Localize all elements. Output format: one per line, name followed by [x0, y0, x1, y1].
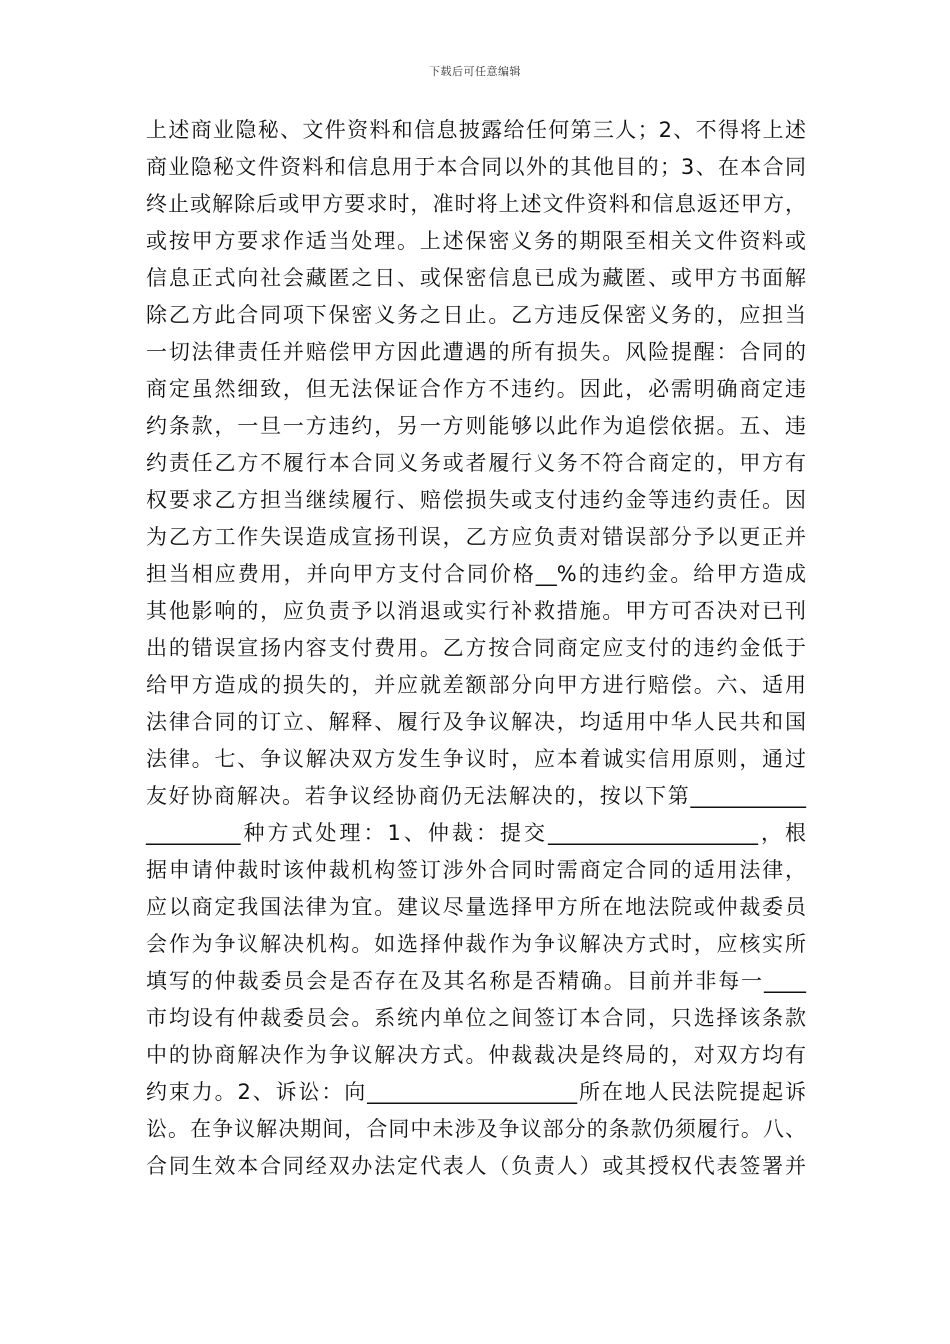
text-line: 应以商定我国法律为宜。建议尽量选择甲方所在地法院或仲裁委员	[146, 895, 806, 919]
text-line: 商定虽然细致，但无法保证合作方不违约。因此，必需明确商定违	[146, 377, 806, 401]
text-line: _________种方式处理：1、仲裁：提交____________________，根	[146, 821, 806, 845]
text-line: 出的错误宣扬内容支付费用。乙方按合同商定应支付的违约金低于	[146, 636, 806, 660]
text-line: 为乙方工作失误造成宣扬刊误，乙方应负责对错误部分予以更正并	[146, 525, 806, 549]
text-line: 约责任乙方不履行本合同义务或者履行义务不符合商定的，甲方有	[146, 451, 806, 475]
text-line: 约条款，一旦一方违约，另一方则能够以此作为追偿依据。五、违	[146, 414, 806, 438]
text-line: 市均设有仲裁委员会。系统内单位之间签订本合同，只选择该条款	[146, 1006, 806, 1030]
text-line: 填写的仲裁委员会是否存在及其名称是否精确。目前并非每一____	[146, 969, 806, 993]
text-line: 约束力。2、诉讼：向____________________所在地人民法院提起诉	[146, 1080, 806, 1104]
text-line: 信息正式向社会藏匿之日、或保密信息已成为藏匿、或甲方书面解	[146, 266, 806, 290]
text-line: 据申请仲裁时该仲裁机构签订涉外合同时需商定合同的适用法律，	[146, 858, 806, 882]
text-line: 除乙方此合同项下保密义务之日止。乙方违反保密义务的，应担当	[146, 303, 806, 327]
text-line: 合同生效本合同经双办法定代表人（负责人）或其授权代表签署并	[146, 1154, 806, 1178]
text-line: 或按甲方要求作适当处理。上述保密义务的期限至相关文件资料或	[146, 229, 806, 253]
text-line: 担当相应费用，并向甲方支付合同价格__%的违约金。给甲方造成	[146, 562, 806, 586]
text-line: 权要求乙方担当继续履行、赔偿损失或支付违约金等违约责任。因	[146, 488, 806, 512]
page-header: 下载后可任意编辑	[429, 65, 521, 78]
text-line: 讼。在争议解决期间，合同中未涉及争议部分的条款仍须履行。八、	[146, 1117, 806, 1141]
text-line: 中的协商解决作为争议解决方式。仲裁裁决是终局的，对双方均有	[146, 1043, 806, 1067]
text-line: 一切法律责任并赔偿甲方因此遭遇的所有损失。风险提醒：合同的	[146, 340, 806, 364]
text-line: 上述商业隐秘、文件资料和信息披露给任何第三人；2、不得将上述	[146, 118, 806, 142]
text-line: 终止或解除后或甲方要求时，准时将上述文件资料和信息返还甲方，	[146, 192, 806, 216]
text-line: 友好协商解决。若争议经协商仍无法解决的，按以下第___________	[146, 784, 806, 808]
text-line: 法律合同的订立、解释、履行及争议解决，均适用中华人民共和国	[146, 710, 806, 734]
text-line: 其他影响的，应负责予以消退或实行补救措施。甲方可否决对已刊	[146, 599, 806, 623]
text-line: 法律。七、争议解决双方发生争议时，应本着诚实信用原则，通过	[146, 747, 806, 771]
text-line: 给甲方造成的损失的，并应就差额部分向甲方进行赔偿。六、适用	[146, 673, 806, 697]
text-line: 会作为争议解决机构。如选择仲裁作为争议解决方式时，应核实所	[146, 932, 806, 956]
document-body	[146, 112, 806, 1185]
text-line: 商业隐秘文件资料和信息用于本合同以外的其他目的；3、在本合同	[146, 155, 806, 179]
